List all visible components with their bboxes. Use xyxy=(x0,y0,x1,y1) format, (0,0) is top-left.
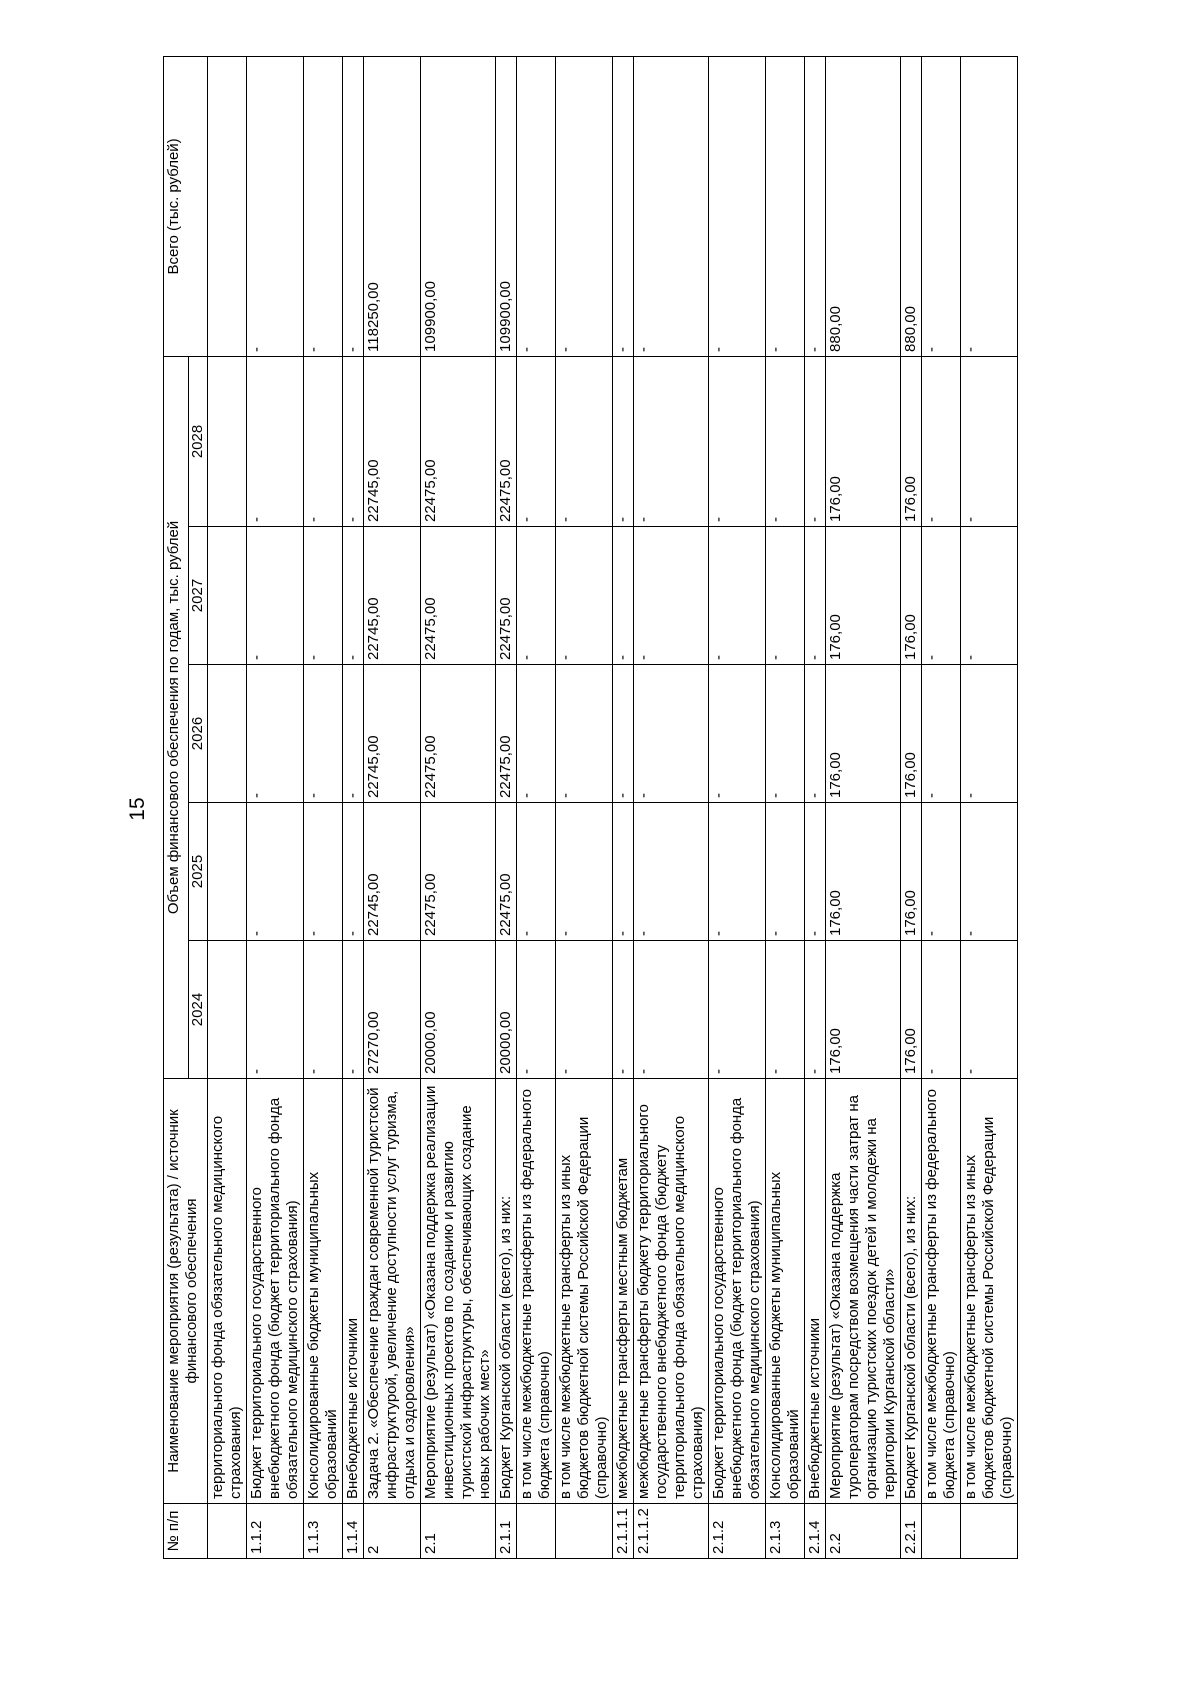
year-value: - xyxy=(634,527,709,665)
row-name: Бюджет Курганской области (всего), из них: xyxy=(901,1079,922,1504)
year-value: - xyxy=(634,356,709,526)
year-value: - xyxy=(343,527,364,665)
year-value: - xyxy=(922,527,961,665)
row-name: в том числе межбюджетные трансферты из федерального бюджета (справочно) xyxy=(517,1079,556,1504)
row-total: - xyxy=(247,56,304,356)
year-value: - xyxy=(304,356,343,526)
header-year: 2028 xyxy=(189,356,208,526)
row-name: Бюджет территориального государственного внебюджетного фонда (бюджет территориального фонда обязательного медицинского страхования) xyxy=(247,1079,304,1504)
row-total: - xyxy=(517,56,556,356)
year-value: - xyxy=(613,356,634,526)
row-name: Мероприятие (результат) «Оказана поддержка туроператорам посредством возмещения части затрат на организацию туристских поездок детей и молодежи на территории Курганской области» xyxy=(826,1079,901,1504)
year-value: - xyxy=(766,356,805,526)
row-name: в том числе межбюджетные трансферты из федерального бюджета (справочно) xyxy=(922,1079,961,1504)
year-value: 176,00 xyxy=(901,527,922,665)
row-name: в том числе межбюджетные трансферты из иных бюджетов бюджетной системы Российской Федерации (справочно) xyxy=(961,1079,1018,1504)
year-value: - xyxy=(634,803,709,941)
year-value: 176,00 xyxy=(901,803,922,941)
year-value: - xyxy=(613,803,634,941)
header-row xyxy=(164,56,189,1558)
year-value: 22475,00 xyxy=(421,803,496,941)
header-total: Всего (тыс. рублей) xyxy=(164,56,208,356)
row-name: Бюджет Курганской области (всего), из них: xyxy=(496,1079,517,1504)
row-name: территориального фонда обязательного медицинского страхования) xyxy=(208,1079,247,1504)
row-name: Консолидированные бюджеты муниципальных образований xyxy=(304,1079,343,1504)
year-value: - xyxy=(343,803,364,941)
row-total: - xyxy=(343,56,364,356)
row-number: 1.1.4 xyxy=(343,1504,364,1559)
table-row xyxy=(634,56,709,1558)
year-value: - xyxy=(961,527,1018,665)
table-row xyxy=(343,56,364,1558)
row-total: - xyxy=(766,56,805,356)
year-value: - xyxy=(922,803,961,941)
year-value: - xyxy=(961,356,1018,526)
row-number: 2.1.3 xyxy=(766,1504,805,1559)
year-value: - xyxy=(247,665,304,803)
year-value: - xyxy=(805,665,826,803)
year-value: 22475,00 xyxy=(496,356,517,526)
row-name: Внебюджетные источники xyxy=(343,1079,364,1504)
year-value: - xyxy=(304,527,343,665)
year-value: - xyxy=(247,527,304,665)
year-value: - xyxy=(709,665,766,803)
year-value: - xyxy=(805,527,826,665)
row-total: - xyxy=(556,56,613,356)
year-value: 176,00 xyxy=(826,356,901,526)
row-number: 2.1.1 xyxy=(496,1504,517,1559)
year-value: - xyxy=(766,941,805,1079)
table-row xyxy=(304,56,343,1558)
year-value: - xyxy=(805,941,826,1079)
row-total: 118250,00 xyxy=(364,56,421,356)
header-year: 2025 xyxy=(189,803,208,941)
year-value: 22745,00 xyxy=(364,803,421,941)
year-value: - xyxy=(766,665,805,803)
row-total: 880,00 xyxy=(826,56,901,356)
row-total: - xyxy=(613,56,634,356)
year-value: 22745,00 xyxy=(364,665,421,803)
year-value: - xyxy=(709,527,766,665)
table-body xyxy=(208,56,1018,1558)
year-value: 22475,00 xyxy=(496,665,517,803)
year-value: 22475,00 xyxy=(496,803,517,941)
row-number xyxy=(961,1504,1018,1559)
table-row xyxy=(826,56,901,1558)
year-value: 22475,00 xyxy=(421,665,496,803)
table-row xyxy=(208,56,247,1558)
year-value: 20000,00 xyxy=(496,941,517,1079)
row-number xyxy=(517,1504,556,1559)
row-total: - xyxy=(961,56,1018,356)
year-value: 176,00 xyxy=(826,665,901,803)
year-value: - xyxy=(766,527,805,665)
row-name: межбюджетные трансферты местным бюджетам xyxy=(613,1079,634,1504)
year-value: - xyxy=(709,803,766,941)
year-value: - xyxy=(961,803,1018,941)
year-value: - xyxy=(304,803,343,941)
row-name: Мероприятие (результат) «Оказана поддержка реализации инвестиционных проектов по созданию и развитию туристской инфраструктуры, обеспечивающих создание новых рабочих мест» xyxy=(421,1079,496,1504)
year-value: - xyxy=(709,941,766,1079)
row-total: - xyxy=(304,56,343,356)
year-value: 27270,00 xyxy=(364,941,421,1079)
year-value: 176,00 xyxy=(826,527,901,665)
table-row xyxy=(247,56,304,1558)
row-number xyxy=(922,1504,961,1559)
row-total: - xyxy=(922,56,961,356)
table-row xyxy=(364,56,421,1558)
row-name: межбюджетные трансферты бюджету территориального государственного внебюджетного фонда (бюджету территориального фонда обязательного медицинского страхования) xyxy=(634,1079,709,1504)
row-number: 2.2.1 xyxy=(901,1504,922,1559)
table-row xyxy=(922,56,961,1558)
year-value: 22475,00 xyxy=(421,356,496,526)
year-value: 20000,00 xyxy=(421,941,496,1079)
year-value: - xyxy=(556,356,613,526)
table-row xyxy=(805,56,826,1558)
table-row xyxy=(901,56,922,1558)
row-total: - xyxy=(634,56,709,356)
header-year: 2027 xyxy=(189,527,208,665)
year-value: - xyxy=(343,665,364,803)
year-value: 176,00 xyxy=(901,665,922,803)
year-value: - xyxy=(922,356,961,526)
row-number: 2.2 xyxy=(826,1504,901,1559)
row-name: Задача 2. «Обеспечение граждан современной туристской инфраструктурой, увеличение доступности услуг туризма, отдыха и оздоровления» xyxy=(364,1079,421,1504)
year-value xyxy=(208,941,247,1079)
year-value xyxy=(208,803,247,941)
year-value: - xyxy=(961,941,1018,1079)
year-value: - xyxy=(634,665,709,803)
year-value: - xyxy=(517,665,556,803)
year-value xyxy=(208,665,247,803)
year-value: - xyxy=(556,803,613,941)
row-total: 109900,00 xyxy=(496,56,517,356)
financing-table xyxy=(163,56,1018,1559)
year-value: - xyxy=(247,941,304,1079)
row-name: в том числе межбюджетные трансферты из иных бюджетов бюджетной системы Российской Федерации (справочно) xyxy=(556,1079,613,1504)
year-value: - xyxy=(613,527,634,665)
year-value: - xyxy=(304,941,343,1079)
year-value: - xyxy=(961,665,1018,803)
year-value: 176,00 xyxy=(901,941,922,1079)
year-value: - xyxy=(556,665,613,803)
year-value: - xyxy=(556,527,613,665)
year-value xyxy=(208,527,247,665)
row-total: 880,00 xyxy=(901,56,922,356)
year-value: - xyxy=(517,527,556,665)
year-value: - xyxy=(613,941,634,1079)
year-value: - xyxy=(922,665,961,803)
year-value: - xyxy=(556,941,613,1079)
row-name: Внебюджетные источники xyxy=(805,1079,826,1504)
table-row xyxy=(496,56,517,1558)
year-value xyxy=(208,356,247,526)
row-number xyxy=(208,1504,247,1559)
row-number: 2.1 xyxy=(421,1504,496,1559)
year-value: 22475,00 xyxy=(421,527,496,665)
row-number: 2.1.1.1 xyxy=(613,1504,634,1559)
row-name: Консолидированные бюджеты муниципальных образований xyxy=(766,1079,805,1504)
year-value: - xyxy=(343,356,364,526)
row-number: 2.1.1.2 xyxy=(634,1504,709,1559)
year-value: - xyxy=(766,803,805,941)
year-value: - xyxy=(247,356,304,526)
table-row xyxy=(613,56,634,1558)
table-row xyxy=(961,56,1018,1558)
table-row xyxy=(709,56,766,1558)
row-number: 1.1.2 xyxy=(247,1504,304,1559)
header-year: 2026 xyxy=(189,665,208,803)
year-value: - xyxy=(517,356,556,526)
table-row xyxy=(556,56,613,1558)
year-value: - xyxy=(613,665,634,803)
row-total xyxy=(208,56,247,356)
year-value: 22475,00 xyxy=(496,527,517,665)
row-number: 2 xyxy=(364,1504,421,1559)
header-name: Наименование мероприятия (результата) / источник финансового обеспечения xyxy=(164,1079,208,1504)
year-value: - xyxy=(922,941,961,1079)
year-value: - xyxy=(517,803,556,941)
year-value: - xyxy=(709,356,766,526)
header-year: 2024 xyxy=(189,941,208,1079)
header-years-group: Объем финансового обеспечения по годам, тыс. рублей xyxy=(164,356,189,1078)
row-number: 2.1.2 xyxy=(709,1504,766,1559)
year-value: 176,00 xyxy=(826,941,901,1079)
table-row xyxy=(421,56,496,1558)
year-value: 22745,00 xyxy=(364,356,421,526)
year-value: - xyxy=(805,803,826,941)
row-number: 1.1.3 xyxy=(304,1504,343,1559)
table-row xyxy=(517,56,556,1558)
row-number: 2.1.4 xyxy=(805,1504,826,1559)
row-total: - xyxy=(709,56,766,356)
row-total: - xyxy=(805,56,826,356)
year-value: - xyxy=(517,941,556,1079)
year-value: - xyxy=(304,665,343,803)
row-total: 109900,00 xyxy=(421,56,496,356)
table-row xyxy=(766,56,805,1558)
year-value: - xyxy=(634,941,709,1079)
year-value: 176,00 xyxy=(826,803,901,941)
year-value: - xyxy=(343,941,364,1079)
year-value: - xyxy=(247,803,304,941)
row-number xyxy=(556,1504,613,1559)
year-value: - xyxy=(805,356,826,526)
year-value: 176,00 xyxy=(901,356,922,526)
year-value: 22745,00 xyxy=(364,527,421,665)
financing-table-sheet xyxy=(163,57,1135,1559)
page-number: 15 xyxy=(126,797,149,821)
row-name: Бюджет территориального государственного внебюджетного фонда (бюджет территориального фонда обязательного медицинского страхования) xyxy=(709,1079,766,1504)
header-num: № п/п xyxy=(164,1504,208,1559)
